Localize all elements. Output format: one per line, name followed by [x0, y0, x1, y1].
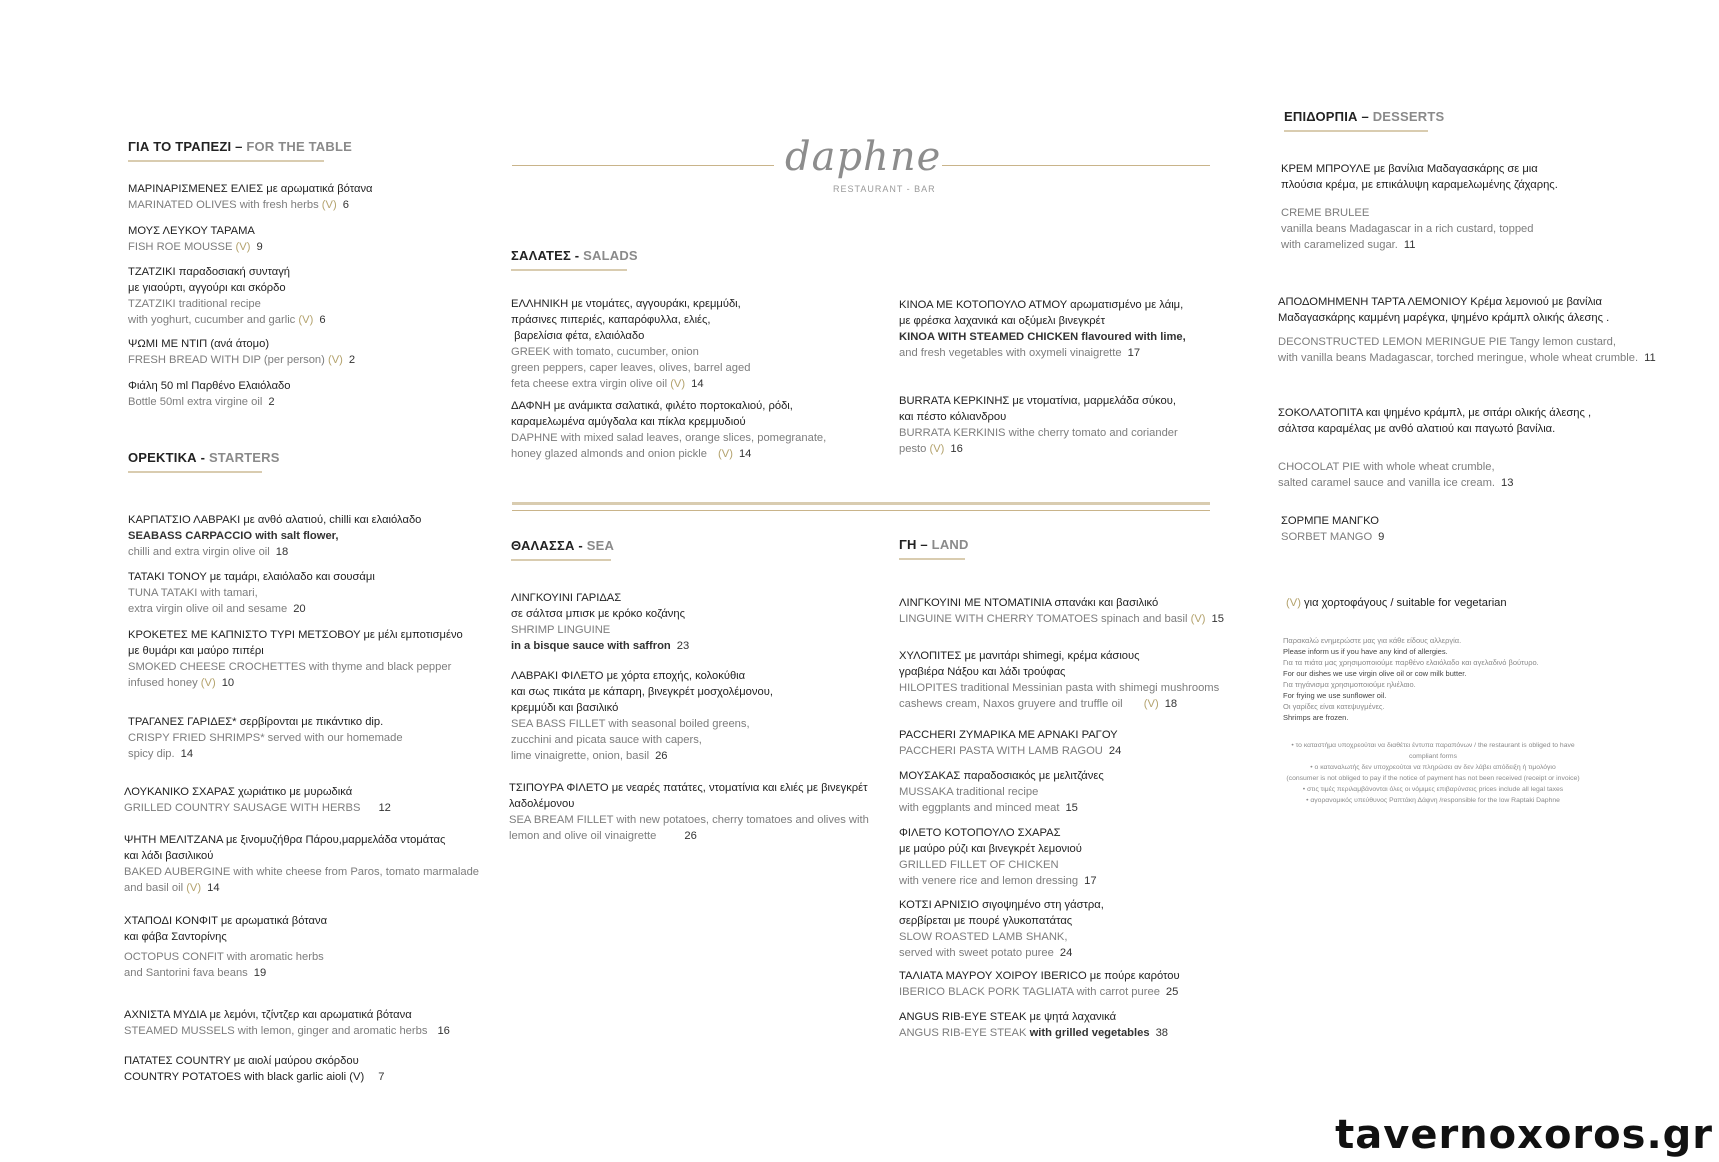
item-name-gr-line2: πράσινες πιπεριές, καπαρόφυλλα, ελιές, [511, 314, 711, 326]
item-name-en: GRILLED COUNTRY SAUSAGE WITH HERBS [124, 802, 361, 814]
item-name-en-line2: extra virgin olive oil and sesame [128, 603, 288, 615]
menu-item [128, 264, 326, 328]
item-name-en-line2: with venere rice and lemon dressing [899, 875, 1079, 887]
item-name-en: FRESH BREAD WITH DIP (per person) [128, 354, 325, 366]
item-name-en-line2: and fresh vegetables with oxymeli vinaigrette [899, 347, 1122, 359]
menu-item [128, 569, 375, 617]
item-name-gr: ΦΙΛΕΤΟ ΚΟΤΟΠΟΥΛΟ ΣΧΑΡΑΣ [899, 827, 1061, 839]
veg-marker: (V) [327, 354, 343, 366]
menu-item [899, 768, 1104, 816]
note-line: For frying we use sunflower oil. [1283, 691, 1387, 700]
item-name-en: OCTOPUS CONFIT with aromatic herbs [124, 951, 324, 963]
section-title-en: DESSERTS [1372, 109, 1445, 124]
veg-marker: (V) [929, 443, 945, 455]
item-name-en-line2: cashews cream, Naxos gruyere and truffle oil [899, 698, 1123, 710]
item-name-en-line2: lemon and olive oil vinaigrette [509, 830, 657, 842]
item-name-gr: ΣΟΡΜΠΕ ΜΑΝΓΚΟ [1281, 515, 1379, 527]
item-name-gr-line2: και λάδι βασιλικού [124, 850, 214, 862]
section-rule [899, 558, 965, 560]
item-name-gr-line2: Μαδαγασκάρης καμμένη μαρέγκα, ψημένο κράμπλ ολικής άλεσης . [1278, 312, 1610, 324]
section-rule [128, 160, 324, 162]
item-name-gr: ΣΟΚΟΛΑΤΟΠΙΤΑ και ψημένο κράμπλ, με σιτάρι ολικής άλεσης , [1278, 407, 1592, 419]
note-line: Shrimps are frozen. [1283, 713, 1349, 722]
item-name-en: CRISPY FRIED SHRIMPS* served with our homemade [128, 732, 403, 744]
item-name-en-line2: served with sweet potato puree [899, 947, 1054, 959]
item-name-gr: ΑΧΝΙΣΤΑ ΜΥΔΙΑ με λεμόνι, τζίντζερ και αρωματικά βότανα [124, 1009, 412, 1021]
item-price: 12 [378, 802, 391, 814]
item-name-gr-line3: βαρελίσια φέτα, ελαιόλαδο [511, 330, 645, 342]
item-name-gr: ΜΑΡΙΝΑΡΙΣΜΕΝΕΣ ΕΛΙΕΣ με αρωματικά βότανα [128, 183, 373, 195]
veg-marker: (V) [1286, 597, 1301, 609]
item-name-gr-line2: λαδολέμονου [509, 798, 575, 810]
item-name-en: ANGUS RIB-EYE STEAK [899, 1027, 1027, 1039]
menu-item [128, 336, 355, 368]
legal-line: • το καταστήμα υποχρεούται να διαθέτει έντυπα παραπόνων / the restaurant is obliged to have compliant forms [1291, 742, 1575, 760]
item-name-en: HILOPITES traditional Messinian pasta with shimegi mushrooms [899, 682, 1220, 694]
menu-item [511, 398, 826, 462]
item-name-en-line3: feta cheese extra virgin olive oil [511, 378, 668, 390]
menu-item [899, 727, 1121, 759]
legal-line: • στις τιμές περιλαμβάνονται όλες οι νόμιμες επιβαρύνσεις prices include all legal taxes [1302, 786, 1564, 793]
item-name-en-line2: vanilla beans Madagascar in a rich custard, topped [1281, 223, 1534, 235]
section-starters [128, 450, 280, 473]
item-price: 9 [1378, 531, 1385, 543]
item-name-en: FISH ROE MOUSSE [128, 241, 233, 253]
menu-item [899, 595, 1224, 627]
item-price: 2 [348, 354, 356, 366]
veg-legend-text: για χορτοφάγους / suitable for vegetarian [1300, 597, 1507, 609]
item-name-en: BURRATA KERKINIS withe cherry tomato and coriander [899, 427, 1178, 439]
item-name-en-line2: and Santorini fava beans [124, 967, 248, 979]
item-name-en-line2: with yoghurt, cucumber and garlic [128, 314, 296, 326]
note-line: Οι γαρίδες είναι κατεψυγμένες. [1283, 702, 1385, 711]
item-price: 14 [691, 378, 704, 390]
section-title-en: LAND [931, 537, 969, 552]
item-name-gr: ΨΩΜΙ ΜΕ ΝΤΙΠ (ανά άτομο) [128, 338, 270, 350]
item-price: 19 [253, 967, 267, 979]
restaurant-logo: daphne [785, 134, 942, 180]
section-land [899, 537, 969, 560]
item-price: 11 [1644, 352, 1656, 364]
menu-item [1278, 294, 1656, 366]
item-name-en-line2: green peppers, caper leaves, olives, barrel aged [511, 362, 751, 374]
item-name-gr-line2: καραμελωμένα αμύγδαλα και πίκλα κρεμμυδιού [511, 416, 746, 428]
item-name-gr-line2: γραβιέρα Νάξου και λάδι τρούφας [899, 666, 1066, 678]
section-rule [511, 269, 627, 271]
menu-item [128, 512, 421, 560]
item-name-gr-line2: με θυμάρι και μαύρο πιπέρι [128, 645, 264, 657]
item-name-gr: ΚΙΝΟΑ ΜΕ ΚΟΤΟΠΟΥΛΟ ΑΤΜΟΥ αρωματισμένο με λάιμ, [899, 299, 1184, 311]
note-line: For our dishes we use virgin olive oil or cow milk butter. [1283, 669, 1467, 678]
item-name-en: MUSSAKA traditional recipe [899, 786, 1039, 798]
legal-notes [1278, 740, 1588, 806]
section-title-gr: ΟΡΕΚΤΙΚΑ - [128, 450, 206, 465]
menu-item [511, 668, 773, 764]
item-price: 15 [1211, 613, 1224, 625]
item-name-en: GRILLED FILLET OF CHICKEN [899, 859, 1059, 871]
item-name-gr-line2: σε σάλτσα μπισκ με κρόκο κοζάνης [511, 608, 686, 620]
item-name-gr: ΧΥΛΟΠΙΤΕΣ με μανιτάρι shimegi, κρέμα κάσιους [899, 650, 1140, 662]
section-title-gr: ΓΗ – [899, 537, 928, 552]
menu-item [124, 784, 391, 816]
item-price: 17 [1127, 347, 1141, 359]
item-name-gr: ΜΟΥΣΑΚΑΣ παραδοσιακός με μελιτζάνες [899, 770, 1104, 782]
item-name-gr: ΚΡΟΚΕΤΕΣ ΜΕ ΚΑΠΝΙΣΤΟ ΤΥΡΙ ΜΕΤΣΟΒΟΥ με μέλι εμποτισμένο [128, 629, 463, 641]
item-name-gr: ΤΖΑΤΖΙΚΙ παραδοσιακή συνταγή [128, 266, 291, 278]
item-name-gr-line2: και σως πικάτα με κάπαρη, βινεγκρέτ μοσχολέμονου, [511, 686, 773, 698]
section-title-gr: ΣΑΛΑΤΕΣ - [511, 248, 580, 263]
item-name-en: TZATZIKI traditional recipe [128, 298, 261, 310]
veg-marker: (V) [200, 677, 216, 689]
menu-item [1278, 405, 1591, 491]
menu-item [124, 1007, 450, 1039]
item-name-gr: ΜΟΥΣ ΛΕΥΚΟΥ ΤΑΡΑΜΑ [128, 225, 255, 237]
item-name-en-line3: lime vinaigrette, onion, basil [511, 750, 650, 762]
item-name-gr: ΤΣΙΠΟΥΡΑ ΦΙΛΕΤΟ με νεαρές πατάτες, ντοματίνια και ελιές με βινεγκρέτ [509, 782, 868, 794]
item-price: 13 [1501, 477, 1514, 489]
logo-subtitle: RESTAURANT - BAR [833, 184, 936, 194]
item-price: 25 [1165, 986, 1179, 998]
item-name-gr: ΛΑΒΡΑΚΙ ΦΙΛΕΤΟ με χόρτα εποχής, κολοκύθια [511, 670, 746, 682]
vegetarian-legend [1286, 595, 1507, 611]
item-name-gr: Φιάλη 50 ml Παρθένο Ελαιόλαδο [128, 380, 291, 392]
item-name-en-line2: chilli and extra virgin olive oil [128, 546, 270, 558]
section-title-en: FOR THE TABLE [246, 139, 352, 154]
item-name-gr: ΛΟΥΚΑΝΙΚΟ ΣΧΑΡΑΣ χωριάτικο με μυρωδικά [124, 786, 353, 798]
item-name-en: GREEK with tomato, cucumber, onion [511, 346, 699, 358]
menu-item [124, 1053, 384, 1085]
item-name-en: MARINATED OLIVES with fresh herbs [128, 199, 319, 211]
item-name-gr-line2: σάλτσα καραμέλας με ανθό αλατιού και παγωτό βανίλια. [1278, 423, 1556, 435]
item-price: 18 [1164, 698, 1178, 710]
menu-item [128, 714, 403, 762]
allergy-notes [1283, 635, 1539, 723]
menu-item [899, 1009, 1168, 1041]
section-rule [128, 471, 262, 473]
item-name-en: KINOA WITH STEAMED CHICKEN flavoured with lime, [899, 331, 1186, 343]
item-name-gr-line2: και φάβα Σαντορίνης [124, 931, 227, 943]
item-name-en: CHOCOLAT PIE with whole wheat crumble, [1278, 461, 1495, 473]
item-name-en: COUNTRY POTATOES with black garlic aioli (V) [124, 1071, 365, 1083]
item-name-en: TUNA TATAKI with tamari, [128, 587, 258, 599]
item-name-gr-line2: με γιαούρτι, αγγούρι και σκόρδο [128, 282, 286, 294]
item-name-en: DAPHNE with mixed salad leaves, orange slices, pomegranate, [511, 432, 827, 444]
item-price: 10 [221, 677, 235, 689]
menu-item [511, 296, 750, 392]
item-name-en-line2: spicy dip. [128, 748, 175, 760]
veg-marker: (V) [670, 378, 686, 390]
section-for-the-table [128, 139, 352, 162]
item-price: 16 [437, 1025, 450, 1037]
menu-item [511, 590, 689, 654]
item-name-gr: ΛΙΝΓΚΟΥΙΝΙ ΓΑΡΙΔΑΣ [511, 592, 622, 604]
item-name-gr: ΛΙΝΓΚΟΥΙΝΙ ΜΕ ΝΤΟΜΑΤΙΝΙΑ σπανάκι και βασιλικό [899, 597, 1159, 609]
item-name-en: IBERICO BLACK PORK TAGLIATA with carrot puree [899, 986, 1160, 998]
section-rule [511, 559, 611, 561]
item-price: 26 [684, 830, 697, 842]
item-name-en: STEAMED MUSSELS with lemon, ginger and aromatic herbs [124, 1025, 428, 1037]
section-title-en: SEA [586, 538, 615, 553]
legal-line: • αγορανομικός υπεύθυνος Ραπτάκη Δάφνη /responsible for the low Raptaki Daphne [1306, 797, 1560, 804]
item-price: 24 [1108, 745, 1122, 757]
item-name-gr-line2: και πέστο κόλιανδρου [899, 411, 1007, 423]
menu-item [1281, 513, 1384, 545]
item-price: 20 [293, 603, 306, 615]
item-price: 16 [950, 443, 963, 455]
menu-item [899, 297, 1186, 361]
item-name-en-line3: with caramelized sugar. [1281, 239, 1398, 251]
item-name-en-line2: honey glazed almonds and onion pickle [511, 448, 707, 460]
section-desserts [1284, 109, 1444, 132]
item-price: 17 [1084, 875, 1097, 887]
menu-item [128, 378, 291, 410]
item-name-gr: ΤΡΑΓΑΝΕΣ ΓΑΡΙΔΕΣ* σερβίρονται με πικάντικο dip. [128, 716, 384, 728]
item-name-gr: ΔΑΦΝΗ με ανάμικτα σαλατικά, φιλέτο πορτοκαλιού, ρόδι, [511, 400, 793, 412]
menu-item [1281, 161, 1558, 253]
veg-marker: (V) [718, 448, 733, 460]
veg-marker: (V) [321, 199, 337, 211]
item-name-en-line2: zucchini and picata sauce with capers, [511, 734, 702, 746]
menu-item [899, 393, 1178, 457]
item-name-gr: ANGUS RIB-EYE STEAK με ψητά λαχανικά [899, 1011, 1117, 1023]
item-name-gr: PACCHERI ΖΥΜΑΡΙΚΑ ΜΕ ΑΡΝΑΚΙ ΡΑΓΟΥ [899, 729, 1118, 741]
logo-rule-right [942, 165, 1210, 166]
item-price: 24 [1059, 947, 1073, 959]
item-name-gr: ΕΛΛΗΝΙΚΗ με ντομάτες, αγγουράκι, κρεμμύδι, [511, 298, 741, 310]
item-name-en-line2: pesto [899, 443, 927, 455]
item-name-gr: ΚΟΤΣΙ ΑΡΝΙΣΙΟ σιγοψημένο στη γάστρα, [899, 899, 1104, 911]
menu-item [124, 832, 479, 896]
item-name-gr: ΚΡΕΜ ΜΠΡΟΥΛΕ με βανίλια Μαδαγασκάρης σε μια [1281, 163, 1538, 175]
item-price: 38 [1155, 1027, 1169, 1039]
menu-item [899, 825, 1097, 889]
item-name-gr-line2: σερβίρεται με πουρέ γλυκοπατάτας [899, 915, 1073, 927]
menu-item [128, 181, 373, 213]
item-name-en: DECONSTRUCTED LEMON MERINGUE PIE Tangy lemon custard, [1278, 336, 1616, 348]
item-name-en: CREME BRULEE [1281, 207, 1370, 219]
item-name-en: SEA BREAM FILLET with new potatoes, cherry tomatoes and olives with [509, 814, 869, 826]
menu-item [128, 223, 263, 255]
center-divider-top [512, 502, 1210, 505]
item-price: 14 [738, 448, 752, 460]
item-name-gr: ΚΑΡΠΑΤΣΙΟ ΛΑΒΡΑΚΙ με ανθό αλατιού, chilli και ελαιόλαδο [128, 514, 422, 526]
item-price: 6 [319, 314, 326, 326]
item-name-gr: ΑΠΟΔΟΜΗΜΕΝΗ ΤΑΡΤΑ ΛΕΜΟΝΙΟΥ Κρέμα λεμονιού με βανίλια [1278, 296, 1602, 308]
veg-marker: (V) [1190, 613, 1206, 625]
item-name-en-line2: infused honey [128, 677, 198, 689]
item-name-gr: ΤΑΤΑΚΙ ΤΟΝΟΥ με ταμάρι, ελαιόλαδο και σουσάμι [128, 571, 375, 583]
logo-rule-left [512, 165, 774, 166]
note-line: Παρακαλώ ενημερώστε μας για κάθε είδους αλλεργία. [1283, 636, 1462, 645]
item-name-en: PACCHERI PASTA WITH LAMB RAGOU [899, 745, 1103, 757]
item-price: 26 [655, 750, 668, 762]
item-name-gr: ΧΤΑΠΟΔΙ ΚΟΝΦΙΤ με αρωματικά βότανα [124, 915, 328, 927]
item-price: 7 [378, 1071, 385, 1083]
item-price: 9 [256, 241, 263, 253]
center-divider-bottom [512, 510, 1210, 511]
item-name-gr-line2: πλούσια κρέμα, με επικάλυψη καραμελωμένης ζάχαρης. [1281, 179, 1558, 191]
item-price: 11 [1403, 239, 1416, 251]
item-name-en-bold: with grilled vegetables [1029, 1027, 1150, 1039]
veg-marker: (V) [298, 314, 314, 326]
item-name-gr: ΠΑΤΑΤΕΣ COUNTRY με αιολί μαύρου σκόρδου [124, 1055, 359, 1067]
veg-marker: (V) [235, 241, 251, 253]
section-rule [1284, 130, 1428, 132]
item-name-en-line2: in a bisque sauce with saffron [511, 640, 671, 652]
item-name-en-line2: and basil oil [124, 882, 184, 894]
section-sea [511, 538, 614, 561]
item-price: 14 [180, 748, 194, 760]
menu-item [509, 780, 869, 844]
note-line: Για τα πιάτα μας χρησιμοποιούμε παρθένο ελαιόλαδο και αγελαδινό βούτυρο. [1283, 658, 1539, 667]
menu-item [899, 648, 1219, 712]
item-price: 18 [275, 546, 289, 558]
veg-marker: (V) [186, 882, 202, 894]
item-name-gr: BURRATA ΚΕΡΚΙΝΗΣ με ντοματίνια, μαρμελάδα σύκου, [899, 395, 1176, 407]
item-price: 15 [1065, 802, 1078, 814]
item-name-gr-line2: με φρέσκα λαχανικά και οξύμελι βινεγκρέτ [899, 315, 1106, 327]
item-name-gr-line3: κρεμμύδι και βασιλικό [511, 702, 619, 714]
item-name-en: SEA BASS FILLET with seasonal boiled greens, [511, 718, 750, 730]
note-line: Για τηγάνισμα χρησιμοποιούμε ηλιέλαιο. [1283, 680, 1416, 689]
item-price: 14 [207, 882, 220, 894]
item-name-en: SEABASS CARPACCIO with salt flower, [128, 530, 339, 542]
section-title-gr: ΓΙΑ ΤΟ ΤΡΑΠΕΖΙ – [128, 139, 243, 154]
item-name-en: BAKED AUBERGINE with white cheese from Paros, tomato marmalade [124, 866, 480, 878]
item-name-en-line2: salted caramel sauce and vanilla ice cream. [1278, 477, 1496, 489]
item-price: 2 [268, 396, 275, 408]
item-name-en: SLOW ROASTED LAMB SHANK, [899, 931, 1068, 943]
item-name-gr: ΤΑΛΙΑΤΑ ΜΑΥΡΟΥ ΧΟΙΡΟΥ IBERICO με πούρε καρότου [899, 970, 1180, 982]
section-title-gr: ΘΑΛΑΣΣΑ - [511, 538, 583, 553]
section-title-gr: ΕΠΙΔΟΡΠΙΑ – [1284, 109, 1369, 124]
item-name-en: LINGUINE WITH CHERRY TOMATOES spinach and basil [899, 613, 1188, 625]
item-name-en: Bottle 50ml extra virgine oil [128, 396, 263, 408]
legal-line: • ο καταναλωτής δεν υποχρεούται να πληρώσει αν δεν λάβει απόδειξη ή τιμολόγιο [1310, 764, 1556, 771]
section-title-en: STARTERS [208, 450, 280, 465]
site-watermark: tavernoxoros.gr [1335, 1112, 1713, 1158]
veg-marker: (V) [1143, 698, 1159, 710]
item-price: 6 [342, 199, 349, 211]
menu-item [124, 913, 327, 981]
item-name-en-line2: with vanilla beans Madagascar, torched meringue, whole wheat crumble. [1278, 352, 1639, 364]
section-title-en: SALADS [583, 248, 638, 263]
item-name-en: SHRIMP LINGUINE [511, 624, 611, 636]
item-name-en-line2: with eggplants and minced meat [899, 802, 1060, 814]
menu-item [128, 627, 463, 691]
item-name-en: SORBET MANGO [1281, 531, 1373, 543]
legal-line: (consumer is not obliged to pay if the notice of payment has not been received (receipt or invoice) [1286, 775, 1580, 782]
item-name-gr-line2: με μαύρο ρύζι και βινεγκρέτ λεμονιού [899, 843, 1082, 855]
item-name-gr: ΨΗΤΗ ΜΕΛΙΤΖΑΝΑ με ξινομυζήθρα Πάρου,μαρμελάδα ντομάτας [124, 834, 446, 846]
item-price: 23 [676, 640, 690, 652]
menu-item [899, 968, 1180, 1000]
item-name-en: SMOKED CHEESE CROCHETTES with thyme and black pepper [128, 661, 452, 673]
section-salads [511, 248, 638, 271]
menu-item [899, 897, 1104, 961]
note-line: Please inform us if you have any kind of allergies. [1283, 647, 1448, 656]
